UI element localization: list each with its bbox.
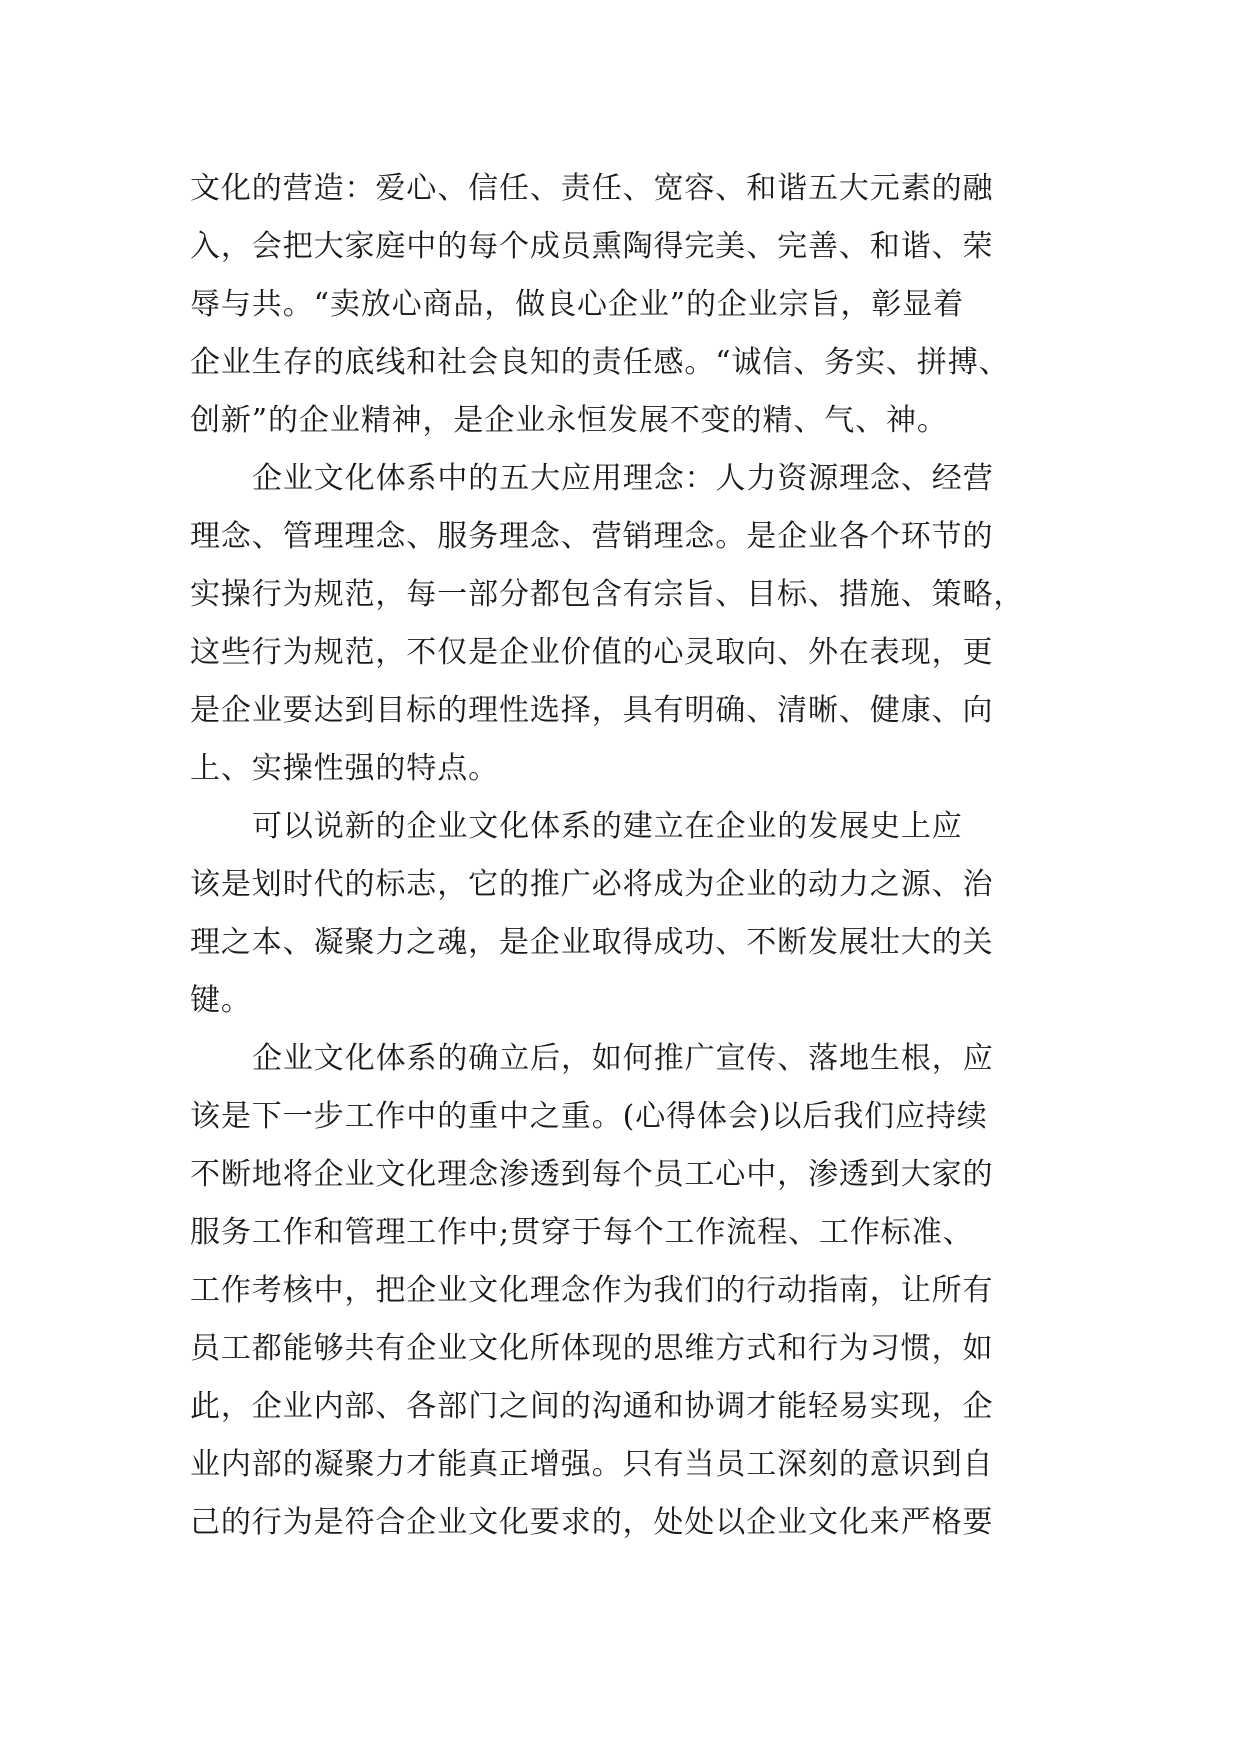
text-line: 己的行为是符合企业文化要求的，处处以企业文化来严格要 xyxy=(190,1505,994,1540)
paragraph-2 xyxy=(190,450,1052,798)
paragraph-3 xyxy=(190,798,1052,1030)
text-line: 入，会把大家庭中的每个成员熏陶得完美、完善、和谐、荣 xyxy=(190,229,994,264)
text-line: 该是下一步工作中的重中之重。(心得体会)以后我们应持续 xyxy=(190,1099,988,1134)
text-line: 可以说新的企业文化体系的建立在企业的发展史上应 xyxy=(252,809,963,844)
text-line: 理之本、凝聚力之魂，是企业取得成功、不断发展壮大的关 xyxy=(190,925,994,960)
paragraph-1 xyxy=(190,160,1052,450)
text-line: 企业生存的底线和社会良知的责任感。“诚信、务实、拼搏、 xyxy=(190,345,1010,380)
text-line: 不断地将企业文化理念渗透到每个员工心中，渗透到大家的 xyxy=(190,1157,994,1192)
text-line: 此，企业内部、各部门之间的沟通和协调才能轻易实现，企 xyxy=(190,1389,994,1424)
text-line: 企业文化体系中的五大应用理念：人力资源理念、经营 xyxy=(252,461,994,496)
text-line: 该是划时代的标志，它的推广必将成为企业的动力之源、治 xyxy=(190,867,994,902)
document-body xyxy=(190,160,1052,1552)
text-line: 理念、管理理念、服务理念、营销理念。是企业各个环节的 xyxy=(190,519,994,554)
text-line: 辱与共。“卖放心商品，做良心企业”的企业宗旨，彰显着 xyxy=(190,287,965,322)
text-line: 键。 xyxy=(190,983,252,1018)
text-line: 工作考核中，把企业文化理念作为我们的行动指南，让所有 xyxy=(190,1273,994,1308)
text-line: 业内部的凝聚力才能真正增强。只有当员工深刻的意识到自 xyxy=(190,1447,994,1482)
text-line: 这些行为规范，不仅是企业价值的心灵取向、外在表现，更 xyxy=(190,635,994,670)
text-line: 上、实操性强的特点。 xyxy=(190,751,499,786)
text-line: 员工都能够共有企业文化所体现的思维方式和行为习惯，如 xyxy=(190,1331,994,1366)
text-line: 创新”的企业精神，是企业永恒发展不变的精、气、神。 xyxy=(190,403,948,438)
text-line: 是企业要达到目标的理性选择，具有明确、清晰、健康、向 xyxy=(190,693,994,728)
text-line: 服务工作和管理工作中;贯穿于每个工作流程、工作标准、 xyxy=(190,1215,974,1250)
text-line: 文化的营造：爱心、信任、责任、宽容、和谐五大元素的融 xyxy=(190,171,994,206)
text-line: 企业文化体系的确立后，如何推广宣传、落地生根，应 xyxy=(252,1041,994,1076)
paragraph-4 xyxy=(190,1030,1052,1552)
text-line: 实操行为规范，每一部分都包含有宗旨、目标、措施、策略， xyxy=(190,577,1025,612)
